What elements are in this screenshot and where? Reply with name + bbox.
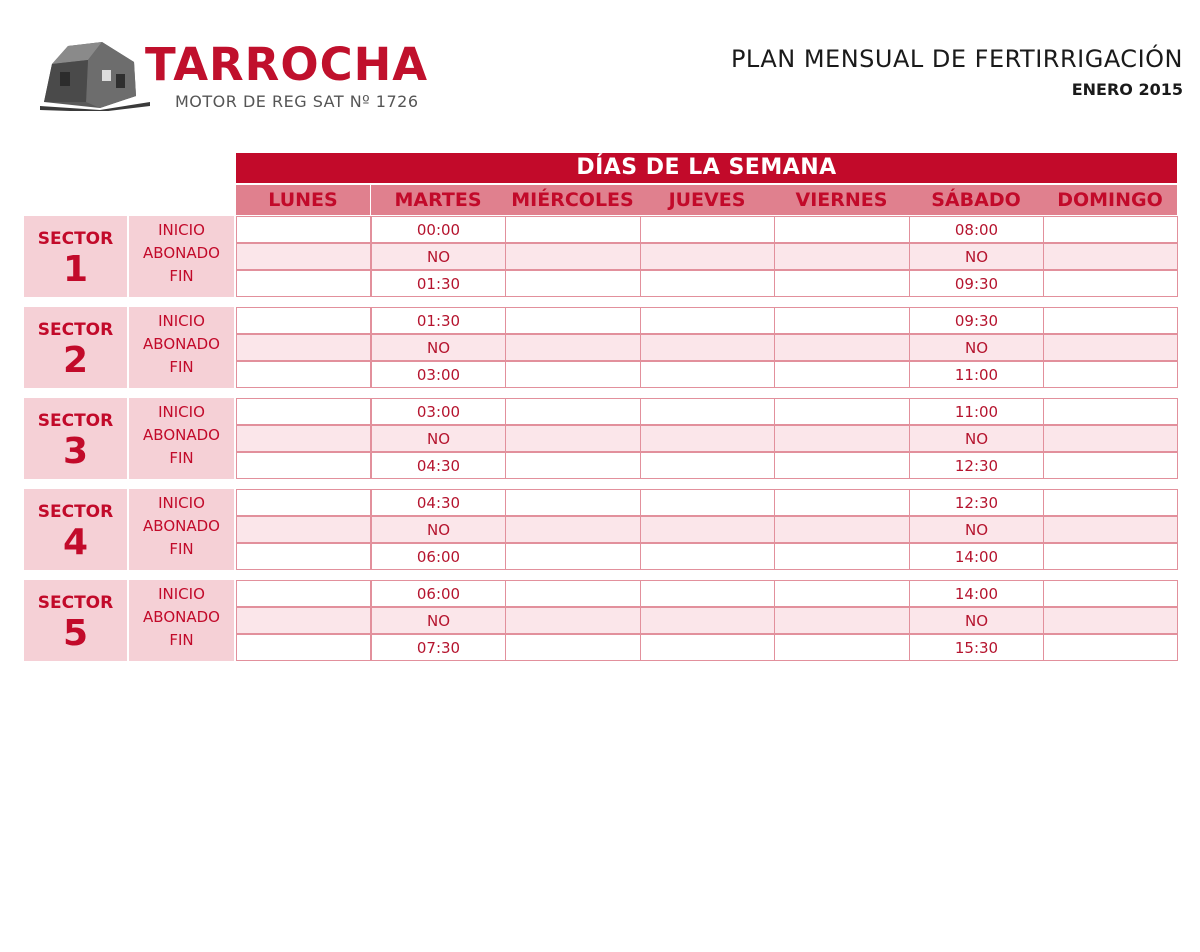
schedule-cell[interactable] [774,398,910,425]
schedule-cell[interactable]: NO [371,425,506,452]
schedule-cell[interactable] [505,361,641,388]
row-label-abonado: ABONADO [143,608,220,626]
schedule-cell[interactable] [236,398,371,425]
schedule-cell[interactable]: 03:00 [371,361,506,388]
row-label-fin: FIN [169,449,194,467]
schedule-cell[interactable] [236,516,371,543]
sector-number: 4 [62,522,89,563]
schedule-cell[interactable] [640,607,775,634]
schedule-cell[interactable] [505,543,641,570]
row-label-fin: FIN [169,631,194,649]
schedule-cell[interactable] [236,243,371,270]
schedule-cell[interactable] [1043,489,1178,516]
schedule-cell[interactable] [1043,580,1178,607]
sector-number: 1 [62,249,89,290]
schedule-cell[interactable] [505,489,641,516]
schedule-cell[interactable]: 03:00 [371,398,506,425]
schedule-cell[interactable]: NO [909,334,1044,361]
schedule-cell[interactable]: 04:30 [371,489,506,516]
schedule-cell[interactable] [236,270,371,297]
schedule-cell[interactable]: 06:00 [371,580,506,607]
schedule-cell[interactable]: NO [909,425,1044,452]
schedule-cell[interactable] [505,580,641,607]
schedule-cell[interactable] [505,334,641,361]
schedule-cell[interactable] [774,543,910,570]
schedule-cell[interactable]: NO [371,607,506,634]
day-header-sabado: SÁBADO [909,185,1043,215]
brand-name: TARROCHA [145,38,429,91]
schedule-cell[interactable]: NO [909,607,1044,634]
row-label-abonado: ABONADO [143,244,220,262]
schedule-cell[interactable] [236,307,371,334]
sector-2-row-labels [129,307,234,388]
schedule-cell[interactable] [640,243,775,270]
document-title: PLAN MENSUAL DE FERTIRRIGACIÓN [730,45,1183,73]
schedule-cell[interactable]: 14:00 [909,543,1044,570]
schedule-cell[interactable]: 01:30 [371,307,506,334]
sector-title: SECTOR [37,502,114,522]
schedule-cell[interactable]: 12:30 [909,452,1044,479]
schedule-cell[interactable] [1043,243,1178,270]
schedule-cell[interactable] [236,216,371,243]
schedule-cell[interactable] [236,452,371,479]
schedule-cell[interactable] [505,425,641,452]
sector-5-row-labels [129,580,234,661]
schedule-cell[interactable] [236,361,371,388]
schedule-cell[interactable] [505,243,641,270]
schedule-cell[interactable] [774,634,910,661]
schedule-cell[interactable] [774,452,910,479]
schedule-cell[interactable] [774,307,910,334]
schedule-cell[interactable] [774,334,910,361]
schedule-cell[interactable] [640,543,775,570]
schedule-cell[interactable] [640,452,775,479]
schedule-cell[interactable]: 04:30 [371,452,506,479]
row-label-inicio: INICIO [158,494,205,512]
row-label-inicio: INICIO [158,585,205,603]
schedule-cell[interactable] [640,516,775,543]
schedule-cell[interactable] [640,307,775,334]
sector-1-row-labels [129,216,234,297]
row-label-abonado: ABONADO [143,426,220,444]
day-header-domingo: DOMINGO [1043,185,1177,215]
schedule-cell[interactable] [1043,398,1178,425]
sector-3-label [24,398,127,479]
schedule-cell[interactable] [774,489,910,516]
days-of-week-header: DÍAS DE LA SEMANA [236,153,1177,183]
sector-title: SECTOR [37,593,114,613]
schedule-cell[interactable] [236,580,371,607]
schedule-cell[interactable]: 01:30 [371,270,506,297]
document-month: ENERO 2015 [1071,80,1183,99]
sector-2-label [24,307,127,388]
schedule-cell[interactable]: 12:30 [909,489,1044,516]
schedule-cell[interactable] [505,607,641,634]
schedule-cell[interactable] [1043,634,1178,661]
schedule-cell[interactable] [505,307,641,334]
sector-4-label [24,489,127,570]
row-label-inicio: INICIO [158,312,205,330]
schedule-cell[interactable] [1043,543,1178,570]
sector-number: 3 [62,431,89,472]
schedule-cell[interactable] [774,516,910,543]
row-label-inicio: INICIO [158,221,205,239]
schedule-cell[interactable] [1043,607,1178,634]
schedule-cell[interactable] [640,634,775,661]
schedule-cell[interactable]: NO [371,516,506,543]
schedule-cell[interactable] [640,270,775,297]
row-label-fin: FIN [169,267,194,285]
schedule-cell[interactable]: 00:00 [371,216,506,243]
row-label-abonado: ABONADO [143,335,220,353]
schedule-cell[interactable] [640,334,775,361]
schedule-cell[interactable]: 06:00 [371,543,506,570]
schedule-cell[interactable] [236,543,371,570]
brand-subtitle: MOTOR DE REG SAT Nº 1726 [175,92,419,111]
schedule-cell[interactable]: 08:00 [909,216,1044,243]
schedule-cell[interactable]: 09:30 [909,270,1044,297]
schedule-cell[interactable]: 15:30 [909,634,1044,661]
schedule-cell[interactable]: 11:00 [909,361,1044,388]
schedule-cell[interactable] [236,607,371,634]
sector-number: 5 [62,613,89,654]
schedule-cell[interactable]: 11:00 [909,398,1044,425]
schedule-cell[interactable] [774,580,910,607]
schedule-cell[interactable] [1043,361,1178,388]
schedule-cell[interactable]: 07:30 [371,634,506,661]
farmhouse-logo-icon [40,36,150,111]
schedule-cell[interactable] [640,425,775,452]
sector-5-label [24,580,127,661]
schedule-cell[interactable] [236,489,371,516]
sector-4-row-labels [129,489,234,570]
schedule-cell[interactable] [640,216,775,243]
schedule-cell[interactable] [640,398,775,425]
schedule-cell[interactable] [236,334,371,361]
sector-number: 2 [62,340,89,381]
schedule-cell[interactable]: NO [909,243,1044,270]
schedule-cell[interactable] [774,243,910,270]
schedule-cell[interactable] [505,216,641,243]
day-header-martes: MARTES [371,185,505,215]
schedule-cell[interactable] [505,516,641,543]
day-header-viernes: VIERNES [774,185,909,215]
schedule-cell[interactable] [774,216,910,243]
schedule-cell[interactable] [774,425,910,452]
row-label-abonado: ABONADO [143,517,220,535]
row-label-fin: FIN [169,540,194,558]
sector-3-row-labels [129,398,234,479]
sector-title: SECTOR [37,320,114,340]
row-label-fin: FIN [169,358,194,376]
schedule-cell[interactable]: 14:00 [909,580,1044,607]
schedule-cell[interactable] [505,634,641,661]
schedule-cell[interactable] [505,270,641,297]
schedule-cell[interactable] [505,398,641,425]
schedule-cell[interactable] [1043,270,1178,297]
schedule-cell[interactable]: NO [909,516,1044,543]
schedule-cell[interactable]: NO [371,334,506,361]
schedule-cell[interactable]: NO [371,243,506,270]
schedule-cell[interactable] [774,270,910,297]
sector-1-label [24,216,127,297]
schedule-cell[interactable] [640,489,775,516]
schedule-cell[interactable] [236,425,371,452]
schedule-cell[interactable] [1043,516,1178,543]
schedule-cell[interactable] [1043,307,1178,334]
schedule-cell[interactable] [1043,334,1178,361]
row-label-inicio: INICIO [158,403,205,421]
schedule-cell[interactable] [1043,216,1178,243]
schedule-cell[interactable] [640,361,775,388]
schedule-cell[interactable] [774,607,910,634]
schedule-cell[interactable] [1043,452,1178,479]
schedule-cell[interactable] [1043,425,1178,452]
day-header-miercoles: MIÉRCOLES [505,185,640,215]
sector-title: SECTOR [37,411,114,431]
schedule-cell[interactable] [640,580,775,607]
schedule-cell[interactable] [774,361,910,388]
brand-logo [40,36,429,116]
schedule-cell[interactable] [505,452,641,479]
schedule-cell[interactable] [236,634,371,661]
sector-title: SECTOR [37,229,114,249]
day-header-jueves: JUEVES [640,185,774,215]
schedule-cell[interactable]: 09:30 [909,307,1044,334]
day-header-lunes: LUNES [236,185,370,215]
